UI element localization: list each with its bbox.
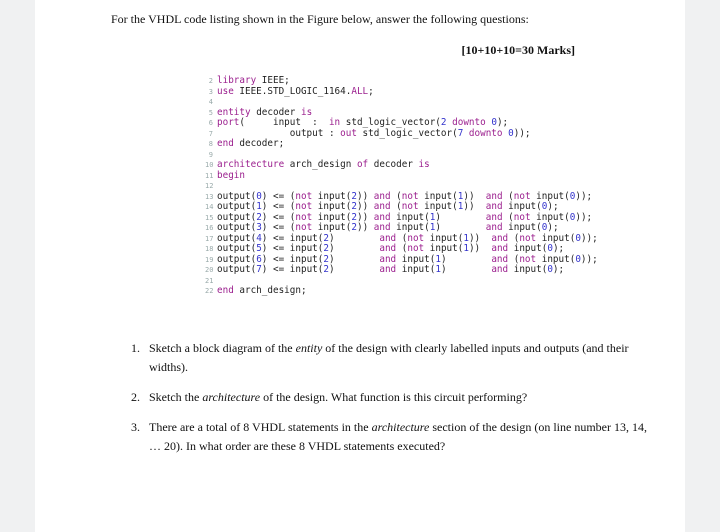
code-literal: 0 [569,211,576,223]
code-text: input( [508,222,542,233]
line-number: 11 [205,171,214,180]
code-text: ( [508,190,514,202]
question-text [149,339,651,377]
code-text: )); [580,253,598,265]
line-number: 15 [205,213,214,222]
code-text: ) <= ( [261,211,296,223]
code-keyword: not [519,253,542,265]
question-text [149,388,527,407]
code-text: output( [217,243,257,254]
code-text: ) <= ( [261,201,296,212]
question-segment: There are a total of 8 VHDL statements in the [149,420,372,434]
line-number: 9 [208,150,213,159]
line-number: 19 [205,255,214,264]
code-literal: 2 [323,253,329,265]
code-literal: 1 [457,190,464,202]
code-text: ( [396,201,402,212]
code-keyword: and [379,232,402,244]
code-literal: 3 [256,222,262,233]
code-text: output( [217,190,257,202]
code-line [205,139,598,150]
code-text: )) [463,190,486,202]
code-text: ( [513,232,520,244]
code-text: )); [513,127,531,139]
code-keyword: not [401,190,425,202]
code-literal: 1 [435,264,441,275]
line-number: 6 [208,119,213,127]
code-keyword: and [379,264,402,275]
code-text: ) <= input( [261,253,324,265]
code-keyword: not [401,201,425,212]
code-text: input( [429,232,464,244]
code-text: IEEE.STD_LOGIC_1164. [239,85,352,97]
code-text: input( [536,211,570,223]
code-literal: 2 [323,243,329,254]
code-keyword: and [491,264,514,275]
code-text: ); [552,243,565,254]
line-number: 16 [205,224,214,232]
code-keyword: not [295,190,318,202]
code-text: input( [541,232,576,244]
code-keyword: not [295,201,318,212]
code-text: output : [217,127,341,139]
line-number: 18 [205,245,214,253]
code-text: ( input : [239,117,329,128]
code-text: )) [356,211,374,223]
question-list [131,339,651,467]
code-text: ) <= input( [261,243,324,254]
code-keyword: not [513,190,537,202]
code-literal: 2 [323,232,329,244]
line-number: 4 [208,98,213,106]
code-literal: 2 [256,211,262,223]
code-keyword: downto [452,117,486,128]
line-number: 10 [205,161,214,169]
code-keyword: and [379,243,402,254]
code-literal: 1 [463,232,469,244]
code-literal: 0 [491,117,497,128]
code-text: input( [424,190,458,202]
code-text: arch_design; [239,285,307,296]
code-keyword: not [513,211,537,223]
code-literal: 1 [429,211,436,223]
code-text: input( [513,243,548,254]
line-number: 5 [208,108,213,117]
code-text: decoder [256,106,301,118]
code-literal: 0 [541,201,548,212]
code-keyword: and [379,253,402,265]
code-literal: 2 [351,190,357,202]
code-text: output( [217,222,257,233]
code-text: ) [328,232,380,244]
code-text: input( [541,253,576,265]
code-literal: 1 [457,201,464,212]
code-text: ) [440,253,492,265]
code-literal: 2 [351,201,357,212]
line-number: 20 [205,266,214,274]
code-text: ) [435,211,486,223]
question-item [131,418,651,456]
code-keyword: not [295,222,318,233]
code-text: input( [401,253,436,265]
code-text: ) <= input( [261,232,324,244]
code-text: ) [440,264,492,275]
code-keyword: port [217,117,240,128]
code-keyword: begin [217,169,245,181]
question-segment: of the design with clearly labelled inputs and outputs (and their widths). [149,341,629,374]
question-emphasis: entity [295,341,323,355]
line-number: 7 [208,129,213,138]
question-item [131,339,651,377]
code-text: input( [317,201,352,212]
line-number: 8 [208,140,213,148]
code-text: ) <= ( [261,222,296,233]
code-literal: 0 [547,243,553,254]
code-line [205,265,598,276]
code-text: input( [508,201,542,212]
code-literal: 4 [256,232,262,244]
question-segment: Sketch the [149,390,203,404]
code-line [205,87,598,98]
code-text: output( [217,201,257,212]
code-literal: 7 [457,127,464,139]
code-text: input( [317,190,352,202]
vhdl-code-listing [205,76,598,297]
question-item [131,388,651,407]
code-literal: 2 [351,211,357,223]
code-text: )); [580,232,598,244]
code-line [205,171,598,182]
code-line [205,160,598,171]
code-literal: 1 [463,243,469,254]
code-text: output( [217,211,257,223]
code-literal: 1 [435,253,441,265]
code-text: ) <= input( [261,264,324,275]
code-text: arch_design [289,159,357,170]
code-text: ( [401,232,408,244]
code-text: input( [513,264,548,275]
code-literal: 2 [351,222,357,233]
code-literal: 1 [429,222,436,233]
code-text: ; [368,85,374,97]
line-number: 13 [205,192,214,201]
code-keyword: not [407,232,430,244]
code-text: IEEE; [261,75,290,86]
code-text: decoder; [239,138,285,149]
code-text: ( [396,190,402,202]
line-number: 2 [208,77,213,85]
code-keyword: is [418,159,430,170]
line-number: 17 [205,234,214,243]
line-number: 12 [205,182,214,190]
code-keyword: in [328,117,346,128]
code-literal: 2 [323,264,329,275]
question-number: 1. [131,341,140,355]
question-segment: section of the design (on line number 13, 14, … 20). In what order are these 8 VHDL statements executed? [149,420,647,453]
code-literal: 1 [256,201,262,212]
code-text: output( [217,264,257,275]
code-text: ) [328,264,380,275]
code-text: ); [547,222,559,233]
question-emphasis: architecture [371,420,430,434]
code-keyword: ALL [351,85,369,97]
code-line [205,286,598,297]
code-text: )) [356,190,374,202]
code-text: input( [429,243,464,254]
code-literal: 6 [256,253,262,265]
line-number: 3 [208,87,213,96]
question-segment: Sketch a block diagram of the [149,341,296,355]
code-text: ) <= ( [261,190,296,202]
code-text: decoder [373,159,419,170]
code-text: )) [468,232,492,244]
code-keyword: of [356,159,374,170]
code-text: )) [468,243,492,254]
code-keyword: and [491,253,514,265]
code-text: input( [424,201,458,212]
code-keyword: downto [468,127,503,139]
code-text: ) [328,243,380,254]
code-keyword: use [217,85,240,97]
code-keyword: end [217,285,240,296]
code-keyword: and [491,232,514,244]
code-text: input( [536,190,570,202]
code-literal: 0 [256,190,262,202]
question-number: 3. [131,420,140,434]
code-keyword: and [373,211,397,223]
code-text: input( [317,211,352,223]
code-text: input( [396,211,430,223]
code-text: ( [401,243,408,254]
line-number: 22 [205,287,214,295]
code-keyword: end [217,138,240,149]
code-text: std_logic_vector( [362,127,458,139]
code-literal: 5 [256,243,262,254]
code-keyword: out [340,127,363,139]
code-keyword: and [491,243,514,254]
line-number: 14 [205,203,214,211]
code-literal: 0 [575,232,581,244]
code-keyword: is [300,106,313,118]
code-keyword: and [373,222,397,233]
code-literal: 7 [256,264,262,275]
code-keyword: and [485,211,509,223]
question-segment: of the design. What function is this circuit performing? [260,390,528,404]
code-text: ); [496,117,509,128]
code-text: )) [463,201,486,212]
code-keyword: and [373,201,397,212]
code-keyword: entity [217,106,257,118]
code-text: ) [328,253,380,265]
code-keyword: and [373,190,397,202]
code-text: ( [508,211,514,223]
code-text: ) [435,222,486,233]
code-text: ( [513,253,520,265]
code-literal: 0 [575,253,581,265]
code-text: std_logic_vector( [345,117,441,128]
code-text: input( [396,222,430,233]
code-text: ); [552,264,565,275]
code-keyword: and [485,201,509,212]
code-text: )) [356,222,374,233]
code-text: input( [401,264,436,275]
document-page [35,0,685,532]
code-literal: 0 [569,190,576,202]
code-text: )); [575,190,593,202]
code-literal: 0 [508,127,514,139]
code-keyword: and [485,222,509,233]
code-keyword: and [485,190,509,202]
code-text: ); [547,201,559,212]
code-literal: 2 [440,117,447,128]
code-text: input( [317,222,352,233]
question-text [149,418,651,456]
question-emphasis: architecture [202,390,261,404]
code-keyword: not [295,211,318,223]
code-keyword: library [217,75,262,86]
code-literal: 0 [547,264,553,275]
code-text: )); [575,211,593,223]
marks-label: [10+10+10=30 Marks] [461,43,575,57]
code-text: )) [356,201,374,212]
intro-text: For the VHDL code listing shown in the Figure below, answer the following questions: [111,12,529,26]
code-keyword: not [519,232,542,244]
code-literal: 0 [541,222,548,233]
code-text: output( [217,253,257,265]
question-number: 2. [131,390,140,404]
line-number: 21 [205,276,214,285]
code-keyword: not [407,243,430,254]
code-keyword: architecture [217,159,290,170]
code-text: output( [217,232,257,244]
